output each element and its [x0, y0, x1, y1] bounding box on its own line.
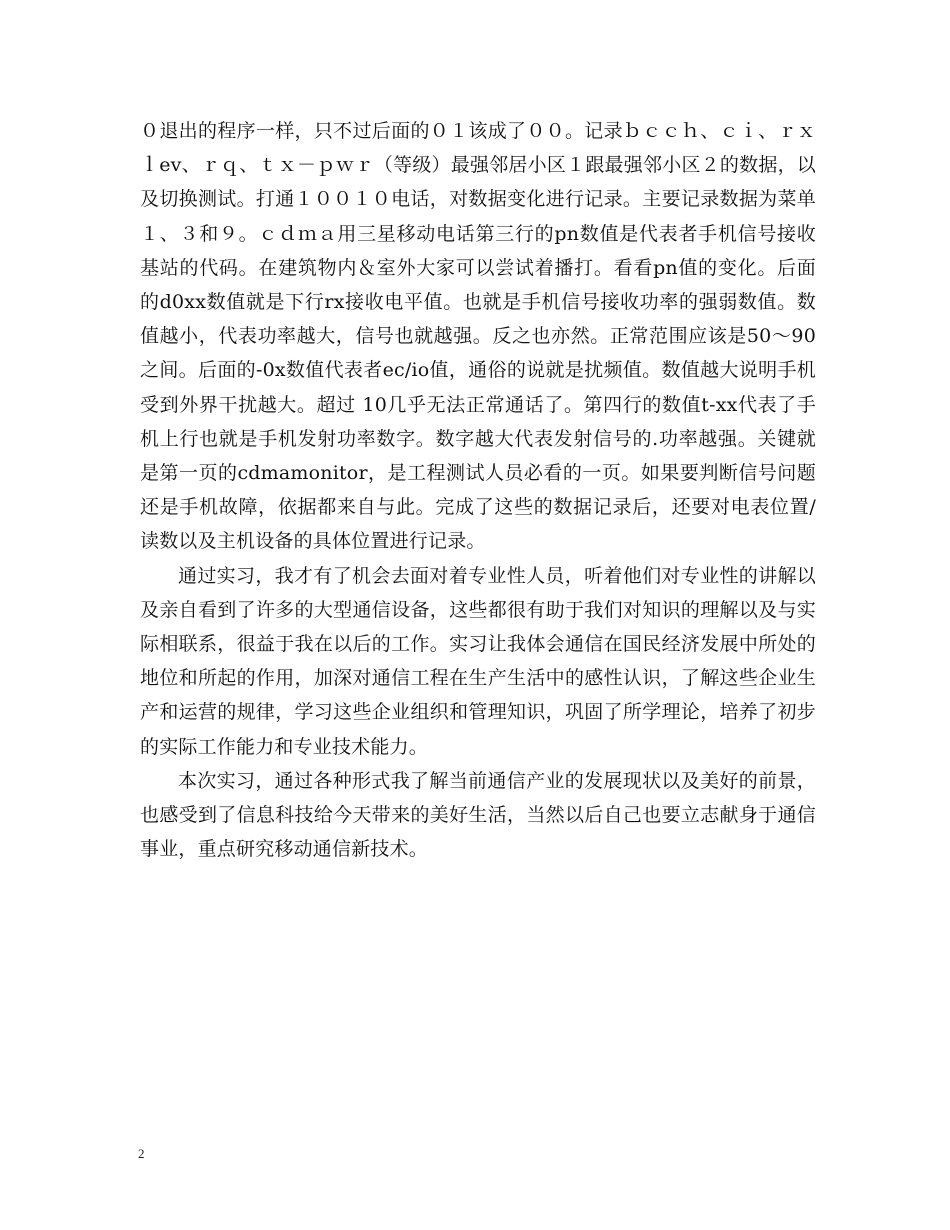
paragraph-conclusion: 本次实习，通过各种形式我了解当前通信产业的发展现状以及美好的前景，也感受到了信息科技给今天带来的美好生活，当然以后自己也要立志献身于通信事业，重点研究移动通信新技术。 — [140, 769, 816, 861]
paragraph-continuation: ０退出的程序一样，只不过后面的０１该成了００。记录ｂｃｃｈ、ｃｉ、ｒｘｌev、ｒｑ、ｔｘ－ｐｗｒ（等级）最强邻居小区１跟最强邻小区２的数据，以及切换测试。打通１００１０电话，对数据变化进行记录。主要记录数据为菜单１、３和９。ｃｄｍａ用三星移动电话第三行的pn数值是代表者手机信号接收基站的代码。在建筑物内＆室外大家可以尝试着播打。看看pn值的变化。后面的d0xx数值就是下行rx接收电平值。也就是手机信号接收功率的强弱数值。数值越小，代表功率越大，信号也就越强。反之也亦然。正常范围应该是50～90之间。后面的-0x数值代表者ec/io值，通俗的说就是扰频值。数值越大说明手机受到外界干扰越大。超过 10几乎无法正常通话了。第四行的数值t-xx代表了手机上行也就是手机发射功率数字。数字越大代表发射信号的.功率越强。关键就是第一页的cdmamonitor，是工程测试人员必看的一页。如果要判断信号问题还是手机故障，依据都来自与此。完成了这些的数据记录后，还要对电表位置/读数以及主机设备的具体位置进行记录。 — [140, 120, 816, 553]
page-number: 2 — [138, 1146, 145, 1161]
document-body — [140, 114, 816, 866]
paragraph-internship-reflection: 通过实习，我才有了机会去面对着专业性人员，听着他们对专业性的讲解以及亲自看到了许多的大型通信设备，这些都很有助于我们对知识的理解以及与实际相联系，很益于我在以后的工作。实习让我体会通信在国民经济发展中所处的地位和所起的作用，加深对通信工程在生产生活中的感性认识，了解这些企业生产和运营的规律，学习这些企业组织和管理知识，巩固了所学理论，培养了初步的实际工作能力和专业技术能力。 — [140, 564, 816, 758]
